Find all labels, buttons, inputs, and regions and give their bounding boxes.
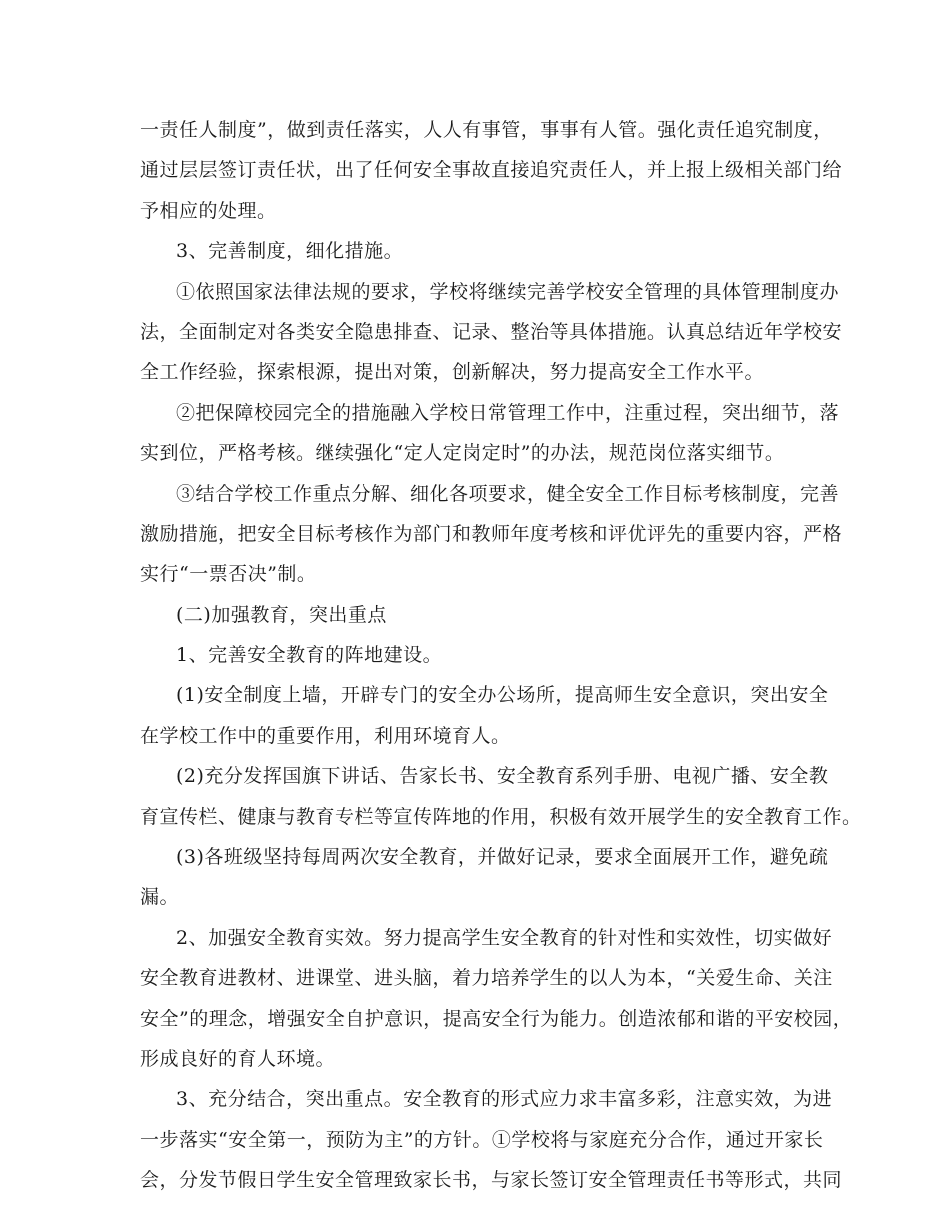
- text-line: 在学校工作中的重要作用，利用环境育人。: [140, 724, 511, 747]
- section-heading: 1、完善安全教育的阵地建设。: [176, 644, 443, 667]
- text-line: 全工作经验，探索根源，提出对策，创新解决，努力提高安全工作水平。: [140, 361, 765, 384]
- text-line: ①依照国家法律法规的要求，学校将继续完善学校安全管理的具体管理制度办: [176, 280, 840, 303]
- text-line: 法，全面制定对各类安全隐患排查、记录、整治等具体措施。认真总结近年学校安: [140, 320, 843, 343]
- text-line: 通过层层签订责任状，出了任何安全事故直接追究责任人，并上报上级相关部门给: [140, 159, 843, 182]
- section-heading: (二)加强教育，突出重点: [176, 603, 387, 626]
- text-line: 3、充分结合，突出重点。安全教育的形式应力求丰富多彩，注意实效，为进: [176, 1088, 833, 1111]
- section-heading: 3、完善制度，细化措施。: [176, 240, 404, 263]
- text-line: 激励措施，把安全目标考核作为部门和教师年度考核和评优评先的重要内容，严格: [140, 522, 843, 545]
- text-line: 安全”的理念，增强安全自护意识，提高安全行为能力。创造浓郁和谐的平安校园，: [140, 1007, 853, 1030]
- text-line: 形成良好的育人环境。: [140, 1047, 336, 1070]
- text-line: 实到位，严格考核。继续强化“定人定岗定时”的办法，规范岗位落实细节。: [140, 442, 785, 465]
- text-line: 予相应的处理。: [140, 199, 277, 222]
- text-line: (3)各班级坚持每周两次安全教育，并做好记录，要求全面展开工作，避免疏: [176, 846, 829, 869]
- text-line: 安全教育进教材、进课堂、进头脑，着力培养学生的以人为本，“关爱生命、关注: [140, 967, 833, 990]
- text-line: ③结合学校工作重点分解、细化各项要求，健全安全工作目标考核制度，完善: [176, 482, 840, 505]
- document-body: [140, 110, 862, 1201]
- text-line: 会，分发节假日学生安全管理致家长书，与家长签订安全管理责任书等形式，共同: [140, 1169, 843, 1192]
- text-line: 一步落实“安全第一，预防为主”的方针。①学校将与家庭充分合作，通过开家长: [140, 1128, 824, 1151]
- text-line: (2)充分发挥国旗下讲话、告家长书、安全教育系列手册、电视广播、安全教: [176, 765, 829, 788]
- text-line: 漏。: [140, 886, 180, 909]
- text-line: 育宣传栏、健康与教育专栏等宣传阵地的作用，积极有效开展学生的安全教育工作。: [140, 805, 862, 828]
- text-line: 一责任人制度”，做到责任落实，人人有事管，事事有人管。强化责任追究制度，: [140, 119, 833, 141]
- text-line: (1)安全制度上墙，开辟专门的安全办公场所，提高师生安全意识，突出安全: [176, 684, 829, 707]
- text-line: 2、加强安全教育实效。努力提高学生安全教育的针对性和实效性，切实做好: [176, 926, 833, 949]
- text-line: 实行“一票否决”制。: [140, 563, 317, 586]
- text-line: ②把保障校园完全的措施融入学校日常管理工作中，注重过程，突出细节，落: [176, 401, 840, 424]
